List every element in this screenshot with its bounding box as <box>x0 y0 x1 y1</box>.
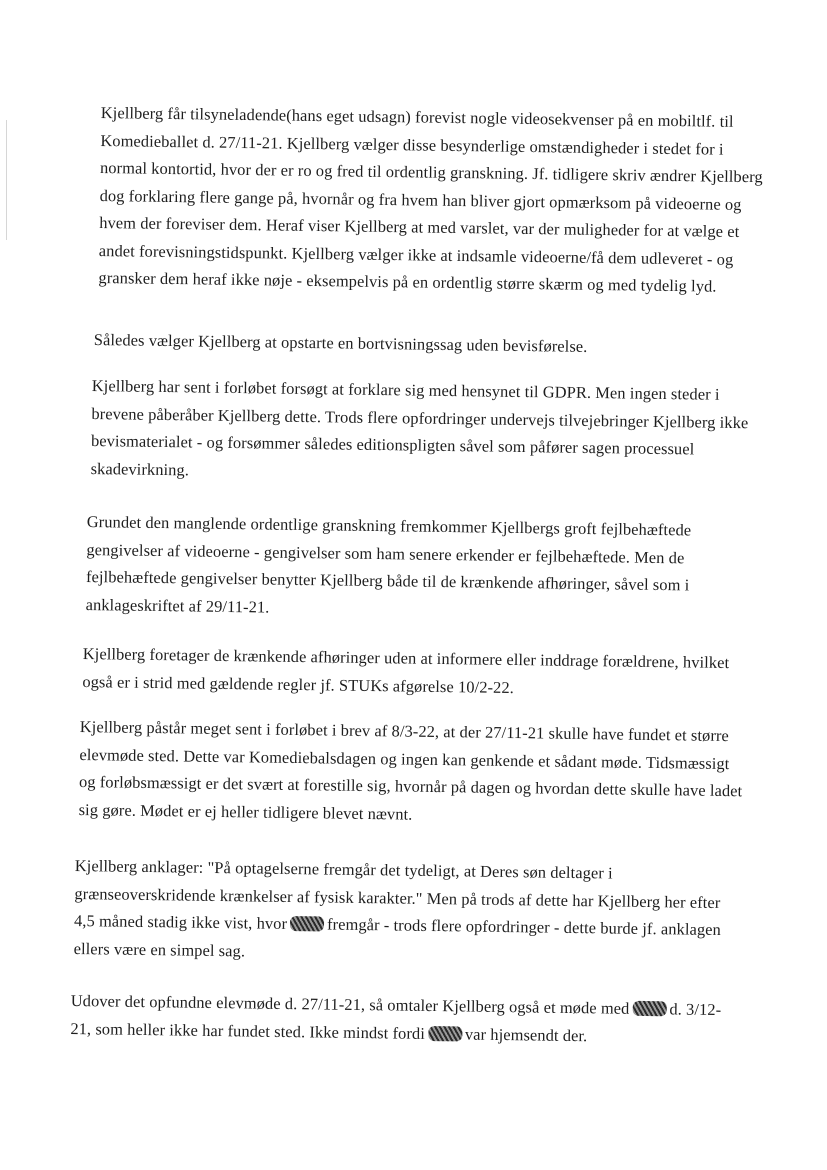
line-text: fremgår - trods flere opfordringer - dette burde jf. anklagen <box>326 914 722 940</box>
paragraph-line: Kjellberg får tilsyneladende(hans eget udsagn) forevist nogle videosekvenser på en mobiltlf. til <box>100 102 734 131</box>
paragraph-line: grænseoverskridende krænkelser af fysisk karakter." Men på trods af dette har Kjellberg her efter <box>74 883 721 912</box>
paragraph-line: også er i strid med gældende regler jf. STUKs afgørelse 10/2-22. <box>82 671 515 697</box>
paragraph-line: sig gøre. Mødet er ej heller tidligere blevet nævnt. <box>78 799 413 824</box>
paragraph-line: Kjellberg foretager de krænkende afhøringer uden at informere eller inddrage forældrene, hvilket <box>82 643 730 673</box>
paragraph-line: dog forklaring flere gange på, hvornår og fra hvem han bliver gjort opmærksom på videoerne og <box>99 185 742 214</box>
paragraph-line: Komedieballet d. 27/11-21. Kjellberg vælger disse besynderlige omstændigheder i stedet for i <box>100 130 724 159</box>
paragraph-line: hvem der foreviser dem. Heraf viser Kjellberg at med varslet, var der muligheder for at vælge et <box>99 212 740 241</box>
paragraph-1 <box>98 99 763 301</box>
paragraph-line: Kjellberg har sent i forløbet forsøgt at forklare sig med hensynet til GDPR. Men ingen steder i <box>91 375 720 404</box>
paragraph-5 <box>82 640 729 704</box>
paragraph-line: ellers være en simpel sag. <box>73 938 246 960</box>
paragraph-6 <box>78 713 743 832</box>
paragraph-line: anklageskriftet af 29/11-21. <box>85 594 270 617</box>
paragraph-line: andet forevisningstidspunkt. Kjellberg vælger ikke at indsamle videoerne/få dem udleveret - og <box>98 240 734 269</box>
paragraph-3 <box>90 372 748 491</box>
line-text: 4,5 måned stadig ikke vist, hvor <box>73 910 288 933</box>
paragraph-line: og forløbsmæssigt er det svært at forestille sig, hvornår på dagen og hvordan dette skulle have ladet <box>78 771 743 801</box>
paragraph-7 <box>73 852 721 971</box>
paragraph-2 <box>94 326 588 360</box>
paragraph-line: bevismaterialet - og forsømmer således editionspligten såvel som påfører sagen processuel <box>90 430 695 459</box>
paragraph-line: gransker dem heraf ikke nøje - eksempelvis på en ordentlig større skærm og med tydelig lyd. <box>98 267 717 296</box>
paragraph-line: skadevirkning. <box>90 458 190 479</box>
paragraph-line: normal kontortid, hvor der er ro og fred til ordentlig granskning. Jf. tidligere skriv ændrer Kjellberg <box>99 157 763 187</box>
scan-edge-mark <box>6 120 7 240</box>
paragraph-4 <box>85 508 691 626</box>
paragraph-line: fejlbehæftede gengivelser benytter Kjellberg både til de krænkende afhøringer, såvel som i <box>85 566 690 595</box>
line-text: var hjemsendt der. <box>464 1024 588 1045</box>
paragraph-line: Grundet den manglende ordentlige granskning fremkommer Kjellbergs groft fejlbehæftede <box>86 511 692 540</box>
redaction-mark <box>632 1001 666 1016</box>
line-text: 21, som heller ikke har fundet sted. Ikke mindst fordi <box>70 1018 426 1043</box>
line-text: Udover det opfundne elevmøde d. 27/11-21, så omtaler Kjellberg også et møde med <box>70 990 630 1018</box>
line-text: d. 3/12- <box>669 999 722 1020</box>
paragraph-line: elevmøde sted. Dette var Komediebalsdagen og ingen kan genkende et sådant møde. Tidsmæssigt <box>79 744 730 773</box>
paragraph-line: Kjellberg påstår meget sent i forløbet i brev af 8/3-22, at der 27/11-21 skulle have fundet et større <box>79 716 730 746</box>
paragraph-line: gengivelser af videoerne - gengivelser som ham senere erkender er fejlbehæftede. Men de <box>86 539 685 567</box>
paragraph-8 <box>70 987 721 1051</box>
paragraph-line: brevene påberåber Kjellberg dette. Trods flere opfordringer undervejs tilvejebringer Kjellberg ikke <box>91 403 749 432</box>
redaction-mark <box>290 916 324 931</box>
paragraph-line: Således vælger Kjellberg at opstarte en bortvisningssag uden bevisførelse. <box>93 329 588 356</box>
redaction-mark <box>428 1025 462 1040</box>
paragraph-line: Kjellberg anklager: "På optagelserne fremgår det tydeligt, at Deres søn deltager i <box>74 855 613 883</box>
